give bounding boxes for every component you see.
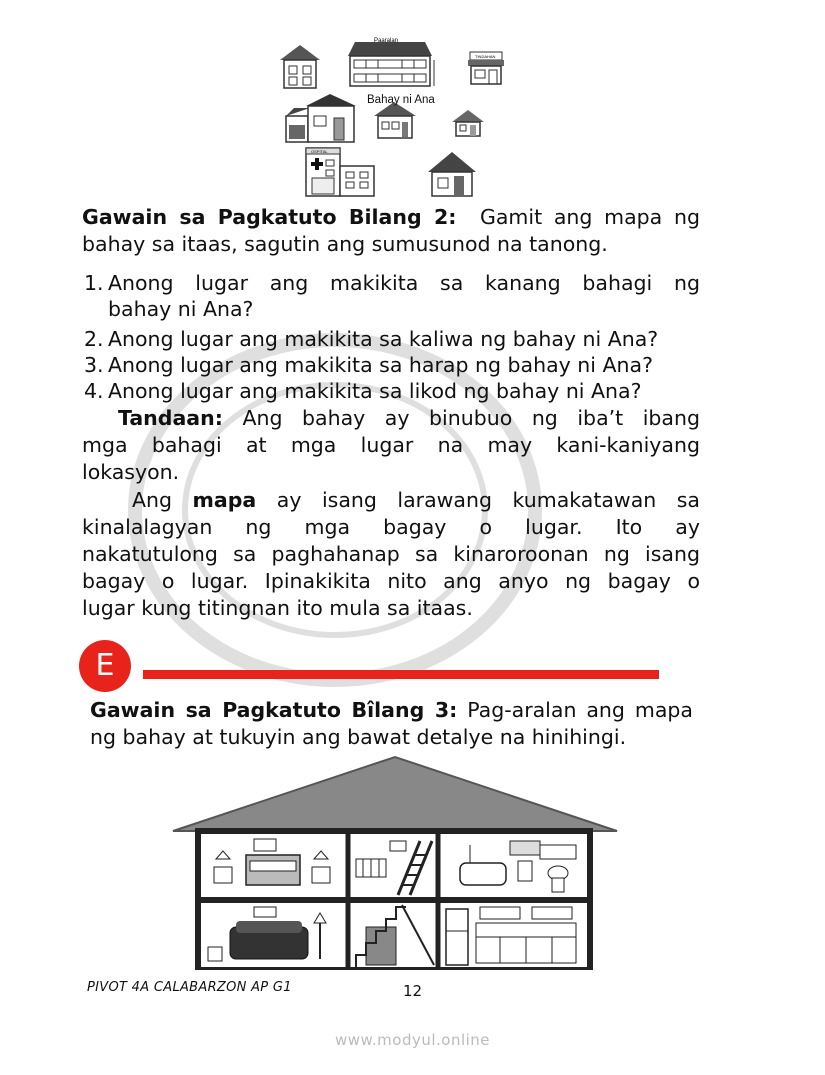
house-bottom-right-icon bbox=[428, 152, 476, 196]
small-house-right-icon bbox=[452, 110, 484, 136]
question-number: 3. bbox=[84, 353, 104, 377]
question-3 bbox=[84, 352, 700, 378]
mapa-line1-pre: Ang bbox=[132, 488, 173, 512]
house-with-garage-icon bbox=[286, 94, 356, 142]
gawain2-line1 bbox=[82, 204, 700, 230]
tandaan-text: Ang bahay ay binubuo ng iba’t ibang bbox=[242, 406, 700, 430]
mapa-line4: bagay o lugar. Ipinakikita nito ang anyo ng bagay o bbox=[82, 569, 700, 593]
store-label: TINDAHAN bbox=[475, 54, 496, 59]
question-text: Anong lugar ang makikita sa harap ng bahay ni Ana? bbox=[108, 353, 653, 377]
question-number: 1. bbox=[84, 271, 104, 295]
gawain2-line2: bahay sa itaas, sagutin ang sumusunod na tanong. bbox=[82, 232, 608, 256]
question-text: Anong lugar ang makikita sa kanang bahagi ng bbox=[108, 271, 700, 295]
neighborhood-map bbox=[270, 30, 510, 200]
question-text: Anong lugar ang makikita sa kaliwa ng bahay ni Ana? bbox=[108, 327, 659, 351]
page-number: 12 bbox=[403, 982, 423, 1000]
footer-series-label: PIVOT 4A CALABARZON AP G1 bbox=[87, 980, 292, 995]
question-text-cont: bahay ni Ana? bbox=[108, 297, 254, 321]
hospital-label: OSPITAL bbox=[311, 149, 328, 154]
hospital-building-icon bbox=[306, 148, 374, 196]
ana-house-icon bbox=[374, 102, 416, 138]
tandaan-line3: lokasyon. bbox=[82, 460, 180, 484]
question-text: Anong lugar ang makikita sa likod ng bahay ni Ana? bbox=[108, 379, 642, 403]
kitchen-icon bbox=[446, 907, 576, 965]
school-label: Paaralan bbox=[374, 38, 399, 44]
tandaan-line2: mga bahagi at mga lugar na may kani-kaniyang bbox=[82, 433, 700, 457]
mapa-term: mapa bbox=[192, 488, 257, 512]
mapa-line1-post: ay isang larawang kumakatawan sa bbox=[276, 488, 700, 512]
house-floor-plan-illustration bbox=[170, 755, 620, 970]
gawain2-heading: Gawain sa Pagkatuto Bilang 2: bbox=[82, 205, 457, 229]
question-1 bbox=[84, 270, 700, 322]
question-4 bbox=[84, 378, 700, 404]
section-e-badge: E bbox=[79, 640, 131, 692]
mapa-line3: nakatutulong sa paghahanap sa kinaroroonan ng isang bbox=[82, 542, 700, 566]
site-watermark: www.modyul.online bbox=[334, 1031, 491, 1049]
gawain3-heading: Gawain sa Pagkatuto Bîlang 3: bbox=[90, 698, 458, 722]
question-2 bbox=[84, 326, 700, 352]
mapa-line2: kinalalagyan ng mga bagay o lugar. Ito ay bbox=[82, 515, 700, 539]
gawain3-line1 bbox=[90, 697, 693, 723]
school-building-icon bbox=[348, 42, 434, 86]
tandaan-line1 bbox=[82, 405, 700, 431]
gawain2-line1-text: Gamit ang mapa ng bbox=[479, 205, 700, 229]
question-number: 4. bbox=[84, 379, 104, 403]
section-divider-bar bbox=[143, 670, 659, 679]
mapa-line5: lugar kung titingnan ito mula sa itaas. bbox=[82, 596, 473, 620]
tandaan-label: Tandaan: bbox=[118, 406, 223, 430]
house-top-left-icon bbox=[280, 45, 320, 88]
mapa-line1 bbox=[82, 487, 700, 513]
ana-house-label: Bahay ni Ana bbox=[367, 94, 435, 106]
gawain3-line2: ng bahay at tukuyin ang bawat detalye na hinihingi. bbox=[90, 725, 627, 749]
gawain3-text: Pag-aralan ang mapa bbox=[467, 698, 693, 722]
question-number: 2. bbox=[84, 327, 104, 351]
